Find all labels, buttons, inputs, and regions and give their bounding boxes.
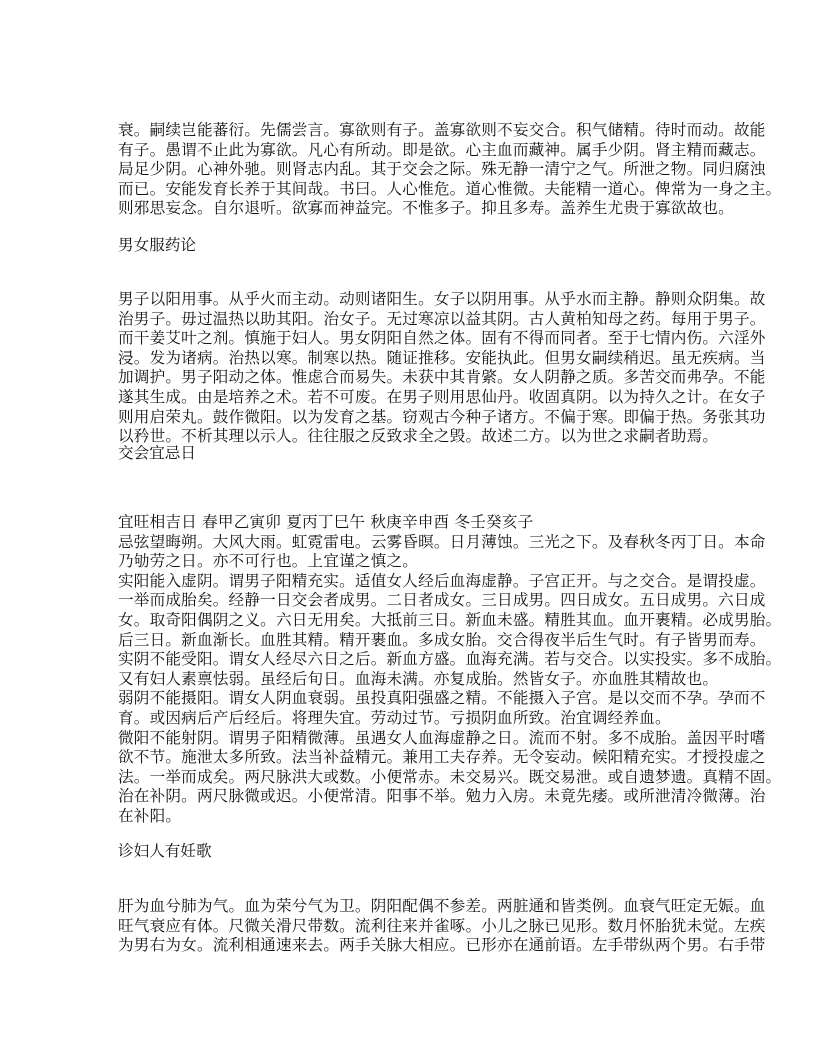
text-line: 肝为血兮肺为气。血为荣兮气为卫。阴阳配偶不参差。两脏通和皆类例。血衰气旺定无娠。血 — [118, 897, 766, 915]
text-line: 遂其生成。由是培养之术。若不可废。在男子则用思仙丹。收固真阴。以为持久之计。在女子 — [118, 387, 766, 406]
text-line: 又有妇人素禀怯弱。虽经后旬日。血海未满。亦复成胎。然皆女子。亦血胜其精故也。 — [118, 669, 719, 688]
text-line: 在补阳。 — [118, 806, 182, 825]
text-line: 治在补阴。两尺脉微或迟。小便常清。阳事不举。勉力入房。未竟先痿。或所泄清冷微薄。治 — [118, 787, 766, 806]
section-heading: 诊妇人有妊歌 — [118, 842, 212, 860]
text-line: 法。一举而成矣。两尺脉洪大或数。小便常赤。未交易兴。既交易泄。或自遗梦遗。真精不固。 — [118, 767, 782, 786]
text-line: 宜旺相吉日 春甲乙寅卯 夏丙丁巳午 秋庚辛申酉 冬壬癸亥子 — [118, 513, 534, 531]
text-line: 育。或因病后产后经后。将理失宜。劳动过节。亏损阴血所致。治宜调经养血。 — [118, 708, 671, 727]
text-line: 有子。愚谓不止此为寡欲。凡心有所动。即是欲。心主血而藏神。属手少阴。肾主精而藏志。 — [118, 140, 766, 159]
text-line: 为男右为女。流利相通速来去。两手关脉大相应。已形亦在通前语。左手带纵两个男。右手带 — [118, 936, 766, 955]
section-heading: 男女服药论 — [118, 236, 196, 254]
text-line: 旺气衰应有体。尺微关滑尺带数。流利往来并雀啄。小儿之脉已见形。数月怀胎犹未觉。左疾 — [118, 916, 766, 935]
text-line: 而干姜艾叶之剂。慎施于妇人。男女阴阳自然之体。固有不得而同者。至于七情内伤。六淫外 — [118, 329, 766, 348]
text-line: 则邪思妄念。自尔退听。欲寡而神益完。不惟多子。抑且多寿。盖养生尤贵于寡欲故也。 — [118, 199, 734, 218]
text-line: 而已。安能发育长养于其间哉。书曰。人心惟危。道心惟微。夫能精一道心。俾常为一身之主。 — [118, 179, 782, 198]
text-line: 一举而成胎矣。经静一日交会者成男。二日者成女。三日成男。四日成女。五日成男。六日成 — [118, 591, 766, 610]
text-line: 女。取奇阳偶阴之义。六日无用矣。大抵前三日。新血未盛。精胜其血。血开裹精。必成男胎。 — [118, 610, 782, 629]
text-line: 忌弦望晦朔。大风大雨。虹霓雷电。云雾昏暝。日月薄蚀。三光之下。及春秋冬丙丁日。本命 — [118, 532, 766, 551]
text-line: 则用启荣丸。鼓作微阳。以为发育之基。窃观古今种子诸方。不偏于寒。即偏于热。务张其功 — [118, 407, 766, 426]
paragraph-continued — [118, 121, 782, 219]
text-line: 微阳不能射阴。谓男子阳精微薄。虽遇女人血海虚静之日。流而不射。多不成胎。盖因平时嗜 — [118, 728, 766, 747]
text-line: 实阴不能受阳。谓女人经尽六日之后。新血方盛。血海充满。若与交合。以实投实。多不成胎。 — [118, 650, 782, 669]
text-line: 乃劬劳之日。亦不可行也。上宜谨之慎之。 — [118, 552, 419, 571]
text-line: 加调护。男子阳动之体。惟虑合而易失。未获中其肯綮。女人阴静之质。多苦交而弗孕。不能 — [118, 368, 766, 387]
text-line: 男子以阳用事。从乎火而主动。动则诸阳生。女子以阴用事。从乎水而主静。静则众阴集。故 — [118, 290, 766, 308]
text-line: 治男子。毋过温热以助其阳。治女子。无过寒凉以益其阴。古人黄柏知母之药。每用于男子。 — [118, 309, 766, 328]
text-line: 后三日。新血渐长。血胜其精。精开裹血。多成女胎。交合得夜半后生气时。有子皆男而寿。 — [118, 630, 766, 649]
text-line: 欲不节。施泄太多所致。法当补益精元。兼用工夫存养。无令妄动。候阳精充实。才授投虚之 — [118, 748, 766, 767]
paragraph-medication — [118, 290, 766, 447]
text-line: 浸。发为诸病。治热以寒。制寒以热。随证推移。安能执此。但男女嗣续稍迟。虽无疾病。当 — [118, 348, 766, 367]
text-line: 衰。嗣续岂能蕃衍。先儒尝言。寡欲则有子。盖寡欲则不妄交合。积气储精。待时而动。故能 — [118, 121, 766, 139]
paragraph-days — [118, 513, 782, 827]
paragraph-pregnancy-song — [118, 897, 766, 956]
text-line: 弱阴不能摄阳。谓女人阴血衰弱。虽投真阳强盛之精。不能摄入子宫。是以交而不孕。孕而不 — [118, 689, 766, 708]
section-heading: 交会宜忌日 — [118, 444, 196, 462]
text-line: 实阳能入虚阴。谓男子阳精充实。适值女人经后血海虚静。子宫正开。与之交合。是谓投虚。 — [118, 571, 766, 590]
text-line: 局足少阴。心神外驰。则肾志内乱。其于交会之际。殊无静一清宁之气。所泄之物。同归腐浊 — [118, 160, 766, 179]
text-line: 以矜世。不析其理以示人。往往服之反致求全之毁。故述二方。以为世之求嗣者助焉。 — [118, 427, 719, 446]
